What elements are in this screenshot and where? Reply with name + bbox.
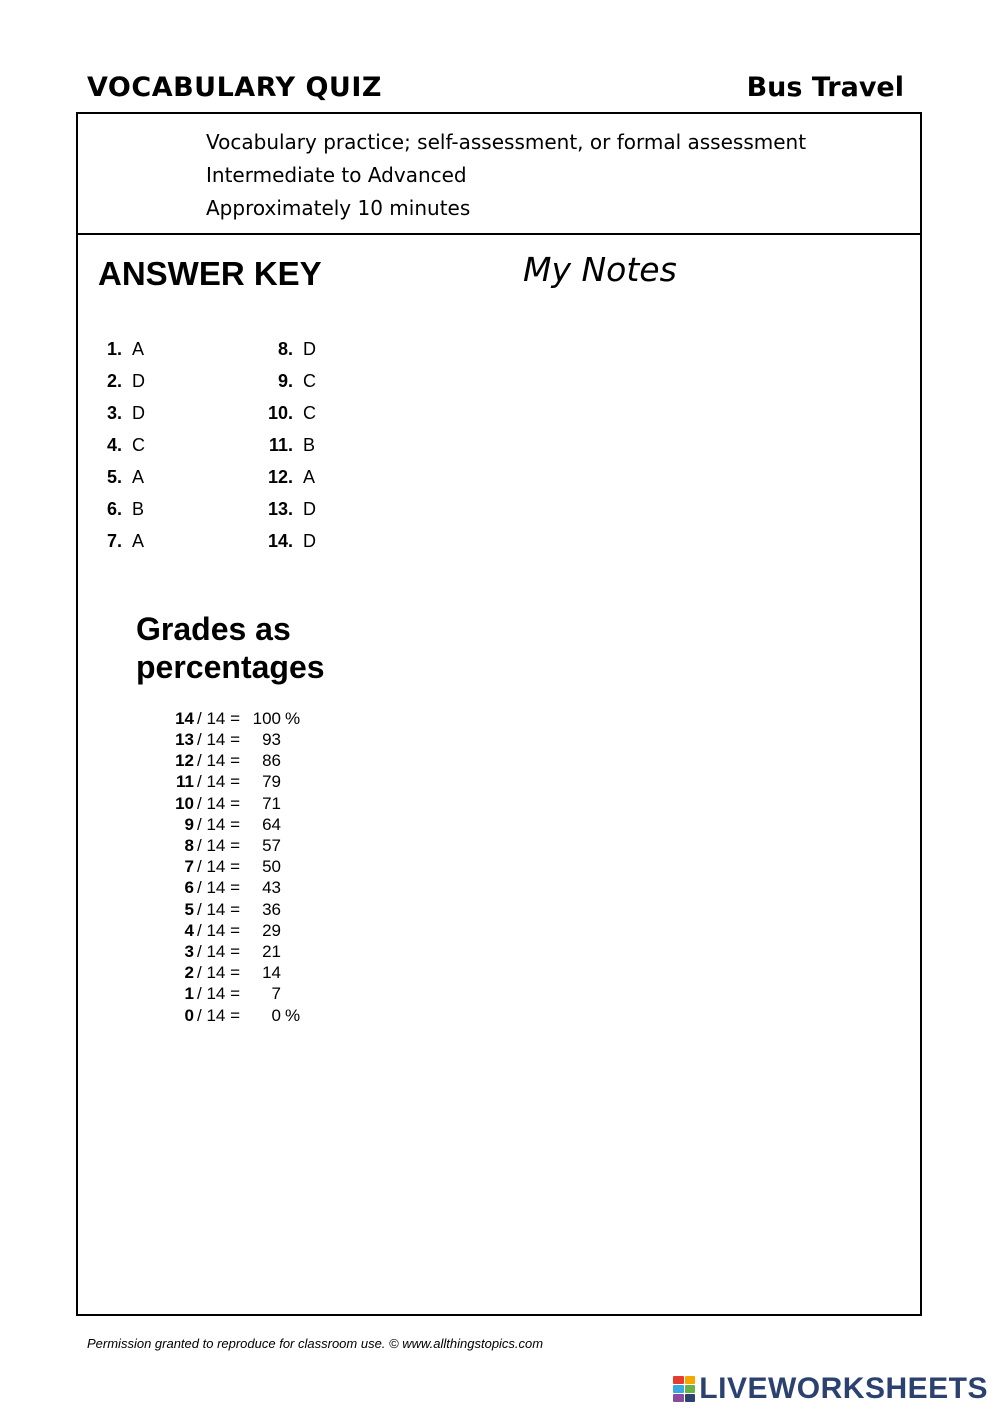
answer-item [250, 337, 316, 361]
answer-item [86, 465, 145, 489]
grade-score: 4 [184, 921, 194, 940]
grades-title: Grades as percentages [136, 611, 325, 685]
answer-item [86, 529, 145, 553]
info-value: Vocabulary practice; self-assessment, or formal assessment [206, 130, 807, 154]
answer-item [250, 433, 316, 457]
notes-title: My Notes [523, 250, 677, 289]
grade-percent: 7 [271, 984, 281, 1003]
grade-percent: 64 [262, 815, 281, 834]
footer-permission: Permission granted to reproduce for classroom use. © www.allthingstopics.com [87, 1336, 544, 1351]
grade-score: 12 [175, 751, 194, 770]
grade-divisor: / 14 = [197, 709, 241, 728]
answer-number: 8. [277, 339, 293, 359]
info-box [78, 114, 920, 235]
grade-divisor: / 14 = [197, 878, 241, 897]
answer-number: 13. [267, 499, 293, 519]
answer-value: B [303, 435, 316, 455]
answer-number: 2. [106, 371, 122, 391]
answer-item [250, 369, 316, 393]
grade-percent: 71 [262, 794, 281, 813]
answer-key-title: ANSWER KEY [98, 255, 322, 292]
answer-value: D [132, 403, 145, 423]
grade-score: 0 [184, 1006, 194, 1025]
grade-percent: 14 [262, 963, 281, 982]
grade-divisor: / 14 = [197, 921, 241, 940]
answer-value: A [132, 467, 145, 487]
grade-divisor: / 14 = [197, 900, 241, 919]
answer-value: D [132, 371, 145, 391]
grade-percent: 79 [262, 772, 281, 791]
answer-value: A [132, 531, 145, 551]
answer-item [250, 529, 316, 553]
answer-number: 7. [106, 531, 122, 551]
answer-item [86, 369, 145, 393]
grade-score: 11 [176, 772, 194, 791]
answer-number: 14. [267, 531, 293, 551]
grade-divisor: / 14 = [197, 836, 241, 855]
grade-divisor: / 14 = [197, 942, 241, 961]
answer-item [250, 497, 316, 521]
answer-value: C [132, 435, 145, 455]
answer-item [250, 465, 316, 489]
grade-percent: 57 [262, 836, 281, 855]
answer-number: 6. [106, 499, 122, 519]
grade-score: 8 [184, 836, 194, 855]
grade-score: 14 [175, 709, 194, 728]
answer-number: 9. [277, 371, 293, 391]
logo-block [685, 1376, 696, 1384]
answer-number: 4. [106, 435, 122, 455]
answer-number: 10. [267, 403, 293, 423]
grade-percent: 93 [262, 730, 281, 749]
grade-percent: 0 [271, 1006, 281, 1025]
grade-score: 9 [184, 815, 194, 834]
grade-percent: 36 [262, 900, 281, 919]
grade-divisor: / 14 = [197, 730, 241, 749]
grade-percent: 43 [262, 878, 281, 897]
answer-value: A [303, 467, 316, 487]
logo-block [673, 1394, 684, 1402]
liveworksheets-watermark [673, 1372, 988, 1406]
logo-block [673, 1376, 684, 1384]
info-value: Intermediate to Advanced [206, 163, 467, 187]
answer-value: D [303, 531, 316, 551]
answer-value: C [303, 371, 316, 391]
grade-score: 3 [184, 942, 194, 961]
grade-score: 5 [184, 900, 194, 919]
answer-number: 11. [268, 435, 293, 455]
answer-number: 12. [267, 467, 293, 487]
grade-divisor: / 14 = [197, 1006, 241, 1025]
grade-divisor: / 14 = [197, 751, 241, 770]
grade-unit: % [285, 1006, 301, 1025]
answer-value: D [303, 499, 316, 519]
grade-score: 1 [184, 984, 194, 1003]
grade-score: 10 [175, 794, 194, 813]
grade-divisor: / 14 = [197, 794, 241, 813]
grade-score: 6 [184, 878, 194, 897]
grade-percent: 86 [262, 751, 281, 770]
header-topic: Bus Travel [746, 72, 904, 103]
grade-percent: 100 [252, 709, 281, 728]
answer-value: B [132, 499, 145, 519]
answer-value: C [303, 403, 316, 423]
liveworksheets-logo-icon [673, 1376, 695, 1402]
grade-unit: % [285, 709, 301, 728]
answer-value: A [132, 339, 145, 359]
logo-block [685, 1394, 696, 1402]
grade-divisor: / 14 = [197, 984, 241, 1003]
answer-item [86, 433, 145, 457]
grade-score: 2 [184, 963, 194, 982]
answer-value: D [303, 339, 316, 359]
header-title: VOCABULARY QUIZ [87, 72, 382, 103]
grade-divisor: / 14 = [197, 857, 241, 876]
logo-block [673, 1385, 684, 1393]
grade-divisor: / 14 = [197, 772, 241, 791]
grade-score: 7 [184, 857, 194, 876]
grade-percent: 29 [262, 921, 281, 940]
answer-item [86, 401, 145, 425]
grade-percent: 50 [262, 857, 281, 876]
logo-block [685, 1385, 696, 1393]
answer-item [86, 497, 145, 521]
info-value: Approximately 10 minutes [206, 196, 471, 220]
grade-divisor: / 14 = [197, 815, 241, 834]
liveworksheets-text: LIVEWORKSHEETS [699, 1372, 988, 1405]
answer-number: 3. [106, 403, 122, 423]
grade-score: 13 [175, 730, 194, 749]
answer-item [86, 337, 145, 361]
answer-number: 1. [106, 339, 122, 359]
answer-item [250, 401, 316, 425]
grade-percent: 21 [262, 942, 281, 961]
answer-number: 5. [106, 467, 122, 487]
grade-divisor: / 14 = [197, 963, 241, 982]
